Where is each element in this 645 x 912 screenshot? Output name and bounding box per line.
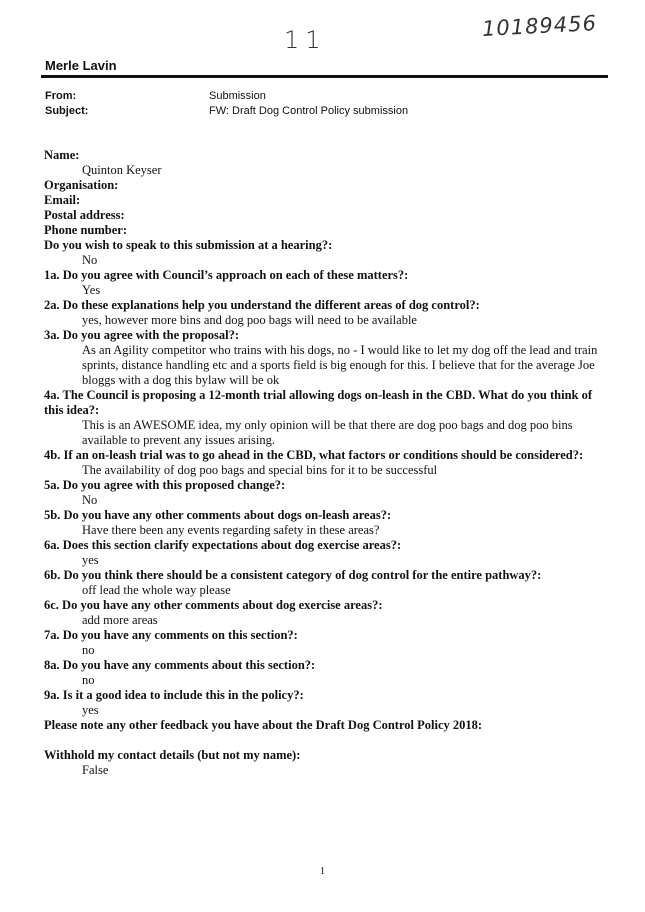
question-6a: 6a. Does this section clarify expectations about dog exercise areas?:	[44, 538, 402, 552]
answer-1a: Yes	[82, 283, 101, 297]
name-label: Name:	[44, 148, 80, 162]
answer-5b: Have there been any events regarding safety in these areas?	[82, 523, 380, 537]
answer-6a: yes	[82, 553, 99, 567]
hearing-answer: No	[82, 253, 98, 267]
question-9a: 9a. Is it a good idea to include this in the policy?:	[44, 688, 304, 702]
question-2a: 2a. Do these explanations help you understand the different areas of dog control?:	[44, 298, 480, 312]
question-4b: 4b. If an on-leash trial was to go ahead in the CBD, what factors or conditions should be considered?:	[44, 448, 584, 462]
other-feedback-label: Please note any other feedback you have about the Draft Dog Control Policy 2018:	[44, 718, 483, 732]
subject-value: FW: Draft Dog Control Policy submission	[209, 105, 409, 117]
answer-5a: No	[82, 493, 98, 507]
answer-9a: yes	[82, 703, 99, 717]
header-divider	[41, 75, 608, 78]
submission-form	[44, 148, 609, 778]
handwritten-document-id: 10189456	[481, 11, 598, 41]
name-value: Quinton Keyser	[82, 163, 162, 177]
question-5a: 5a. Do you agree with this proposed change?:	[44, 478, 286, 492]
phone-number-label: Phone number:	[44, 223, 127, 237]
answer-6c: add more areas	[82, 613, 158, 627]
answer-2a: yes, however more bins and dog poo bags will need to be available	[82, 313, 417, 327]
question-3a: 3a. Do you agree with the proposal?:	[44, 328, 240, 342]
answer-7a: no	[82, 643, 95, 657]
question-8a: 8a. Do you have any comments about this section?:	[44, 658, 316, 672]
question-5b: 5b. Do you have any other comments about dogs on-leash areas?:	[44, 508, 392, 522]
question-6b: 6b. Do you think there should be a consistent category of dog control for the entire pathway?:	[44, 568, 542, 582]
question-4a: 4a. The Council is proposing a 12-month trial allowing dogs on-leash in the CBD. What do you think of this idea?:	[44, 388, 593, 417]
answer-8a: no	[82, 673, 95, 687]
answer-6b: off lead the whole way please	[82, 583, 231, 597]
withhold-contact-value: False	[82, 763, 109, 777]
postal-address-label: Postal address:	[44, 208, 125, 222]
organisation-label: Organisation:	[44, 178, 119, 192]
handwritten-page-mark: 11	[284, 26, 327, 54]
subject-label: Subject:	[45, 105, 89, 117]
blank-feedback-answer	[44, 733, 609, 748]
email-label: Email:	[44, 193, 81, 207]
hearing-question: Do you wish to speak to this submission at a hearing?:	[44, 238, 333, 252]
sender-name: Merle Lavin	[45, 58, 117, 73]
page-number: 1	[320, 866, 325, 877]
answer-4b: The availability of dog poo bags and special bins for it to be successful	[82, 463, 438, 477]
from-value: Submission	[209, 90, 266, 102]
question-1a: 1a. Do you agree with Council’s approach on each of these matters?:	[44, 268, 409, 282]
question-7a: 7a. Do you have any comments on this section?:	[44, 628, 298, 642]
question-6c: 6c. Do you have any other comments about dog exercise areas?:	[44, 598, 383, 612]
withhold-contact-label: Withhold my contact details (but not my name):	[44, 748, 301, 762]
answer-3a: As an Agility competitor who trains with his dogs, no - I would like to let my dog off the lead and train sprints, distance handling etc and a sports field is big enough for this. I believe that for the average Joe bloggs with a dog this bylaw will be ok	[82, 343, 598, 387]
from-label: From:	[45, 90, 77, 102]
answer-4a: This is an AWESOME idea, my only opinion will be that there are dog poo bags and dog poo bins available to prevent any issues arising.	[82, 418, 573, 447]
